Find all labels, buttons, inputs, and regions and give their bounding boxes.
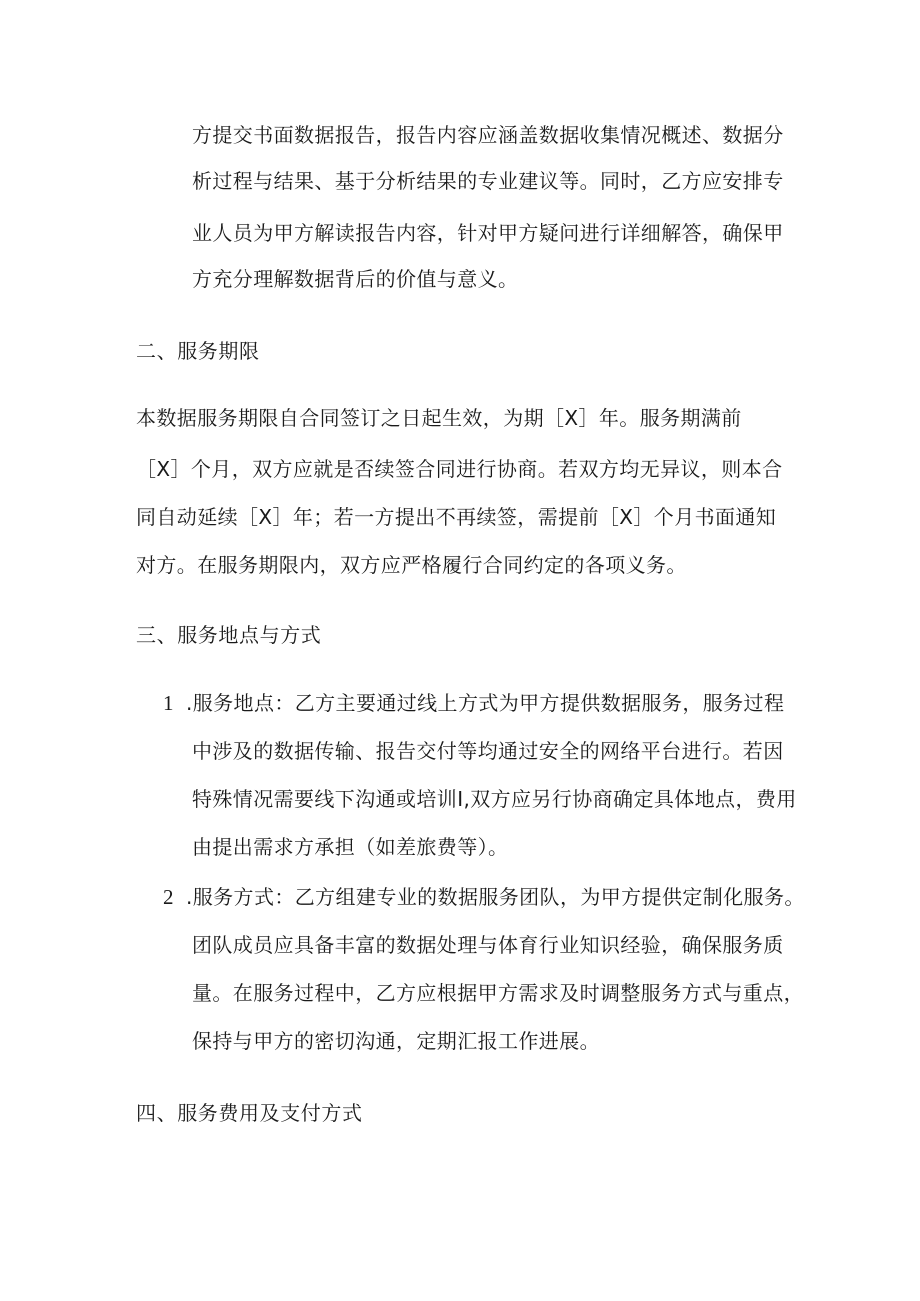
item-1-line-4: 由提出需求方承担（如差旅费等）。 [192, 835, 509, 859]
intro-line-4: 方充分理解数据背后的价值与意义。 [192, 267, 519, 291]
item-2-line-1: .服务方式：乙方组建专业的数据服务团队，为甲方提供定制化服务。 [186, 885, 805, 909]
intro-line-1: 方提交书面数据报告，报告内容应涵盖数据收集情况概述、数据分 [192, 123, 784, 147]
section-2-title: 二、服务期限 [136, 339, 260, 363]
item-2-line-3: 量。在服务过程中，乙方应根据甲方需求及时调整服务方式与重点， [192, 981, 804, 1005]
item-2-line-4: 保持与甲方的密切沟通，定期汇报工作进展。 [192, 1029, 600, 1053]
section-2-line-4: 对方。在服务期限内，双方应严格履行合同约定的各项义务。 [136, 553, 687, 577]
section-4-title: 四、服务费用及支付方式 [136, 1101, 363, 1125]
item-1-line-1: .服务地点：乙方主要通过线上方式为甲方提供数据服务，服务过程 [186, 691, 785, 715]
section-2-line-2: ［X］个月，双方应就是否续签合同进行协商。若双方均无异议，则本合 [136, 457, 783, 481]
intro-line-2: 析过程与结果、基于分析结果的专业建议等。同时，乙方应安排专 [192, 169, 784, 193]
section-2-line-3: 同自动延续［X］年；若一方提出不再续签，需提前［X］个月书面通知 [136, 505, 777, 529]
item-1-line-2: 中涉及的数据传输、报告交付等均通过安全的网络平台进行。若因 [192, 739, 784, 763]
section-2-line-1: 本数据服务期限自合同签订之日起生效，为期［X］年。服务期满前 [136, 406, 742, 430]
item-1-line-3: 特殊情况需要线下沟通或培训I,双方应另行协商确定具体地点，费用 [192, 787, 797, 811]
intro-line-3: 业人员为甲方解读报告内容，针对甲方疑问进行详细解答，确保甲 [192, 221, 784, 245]
section-3-title: 三、服务地点与方式 [136, 623, 322, 647]
list-number-2: 2 [163, 885, 174, 909]
item-2-line-2: 团队成员应具备丰富的数据处理与体育行业知识经验，确保服务质 [192, 933, 784, 957]
list-number-1: 1 [163, 691, 174, 715]
